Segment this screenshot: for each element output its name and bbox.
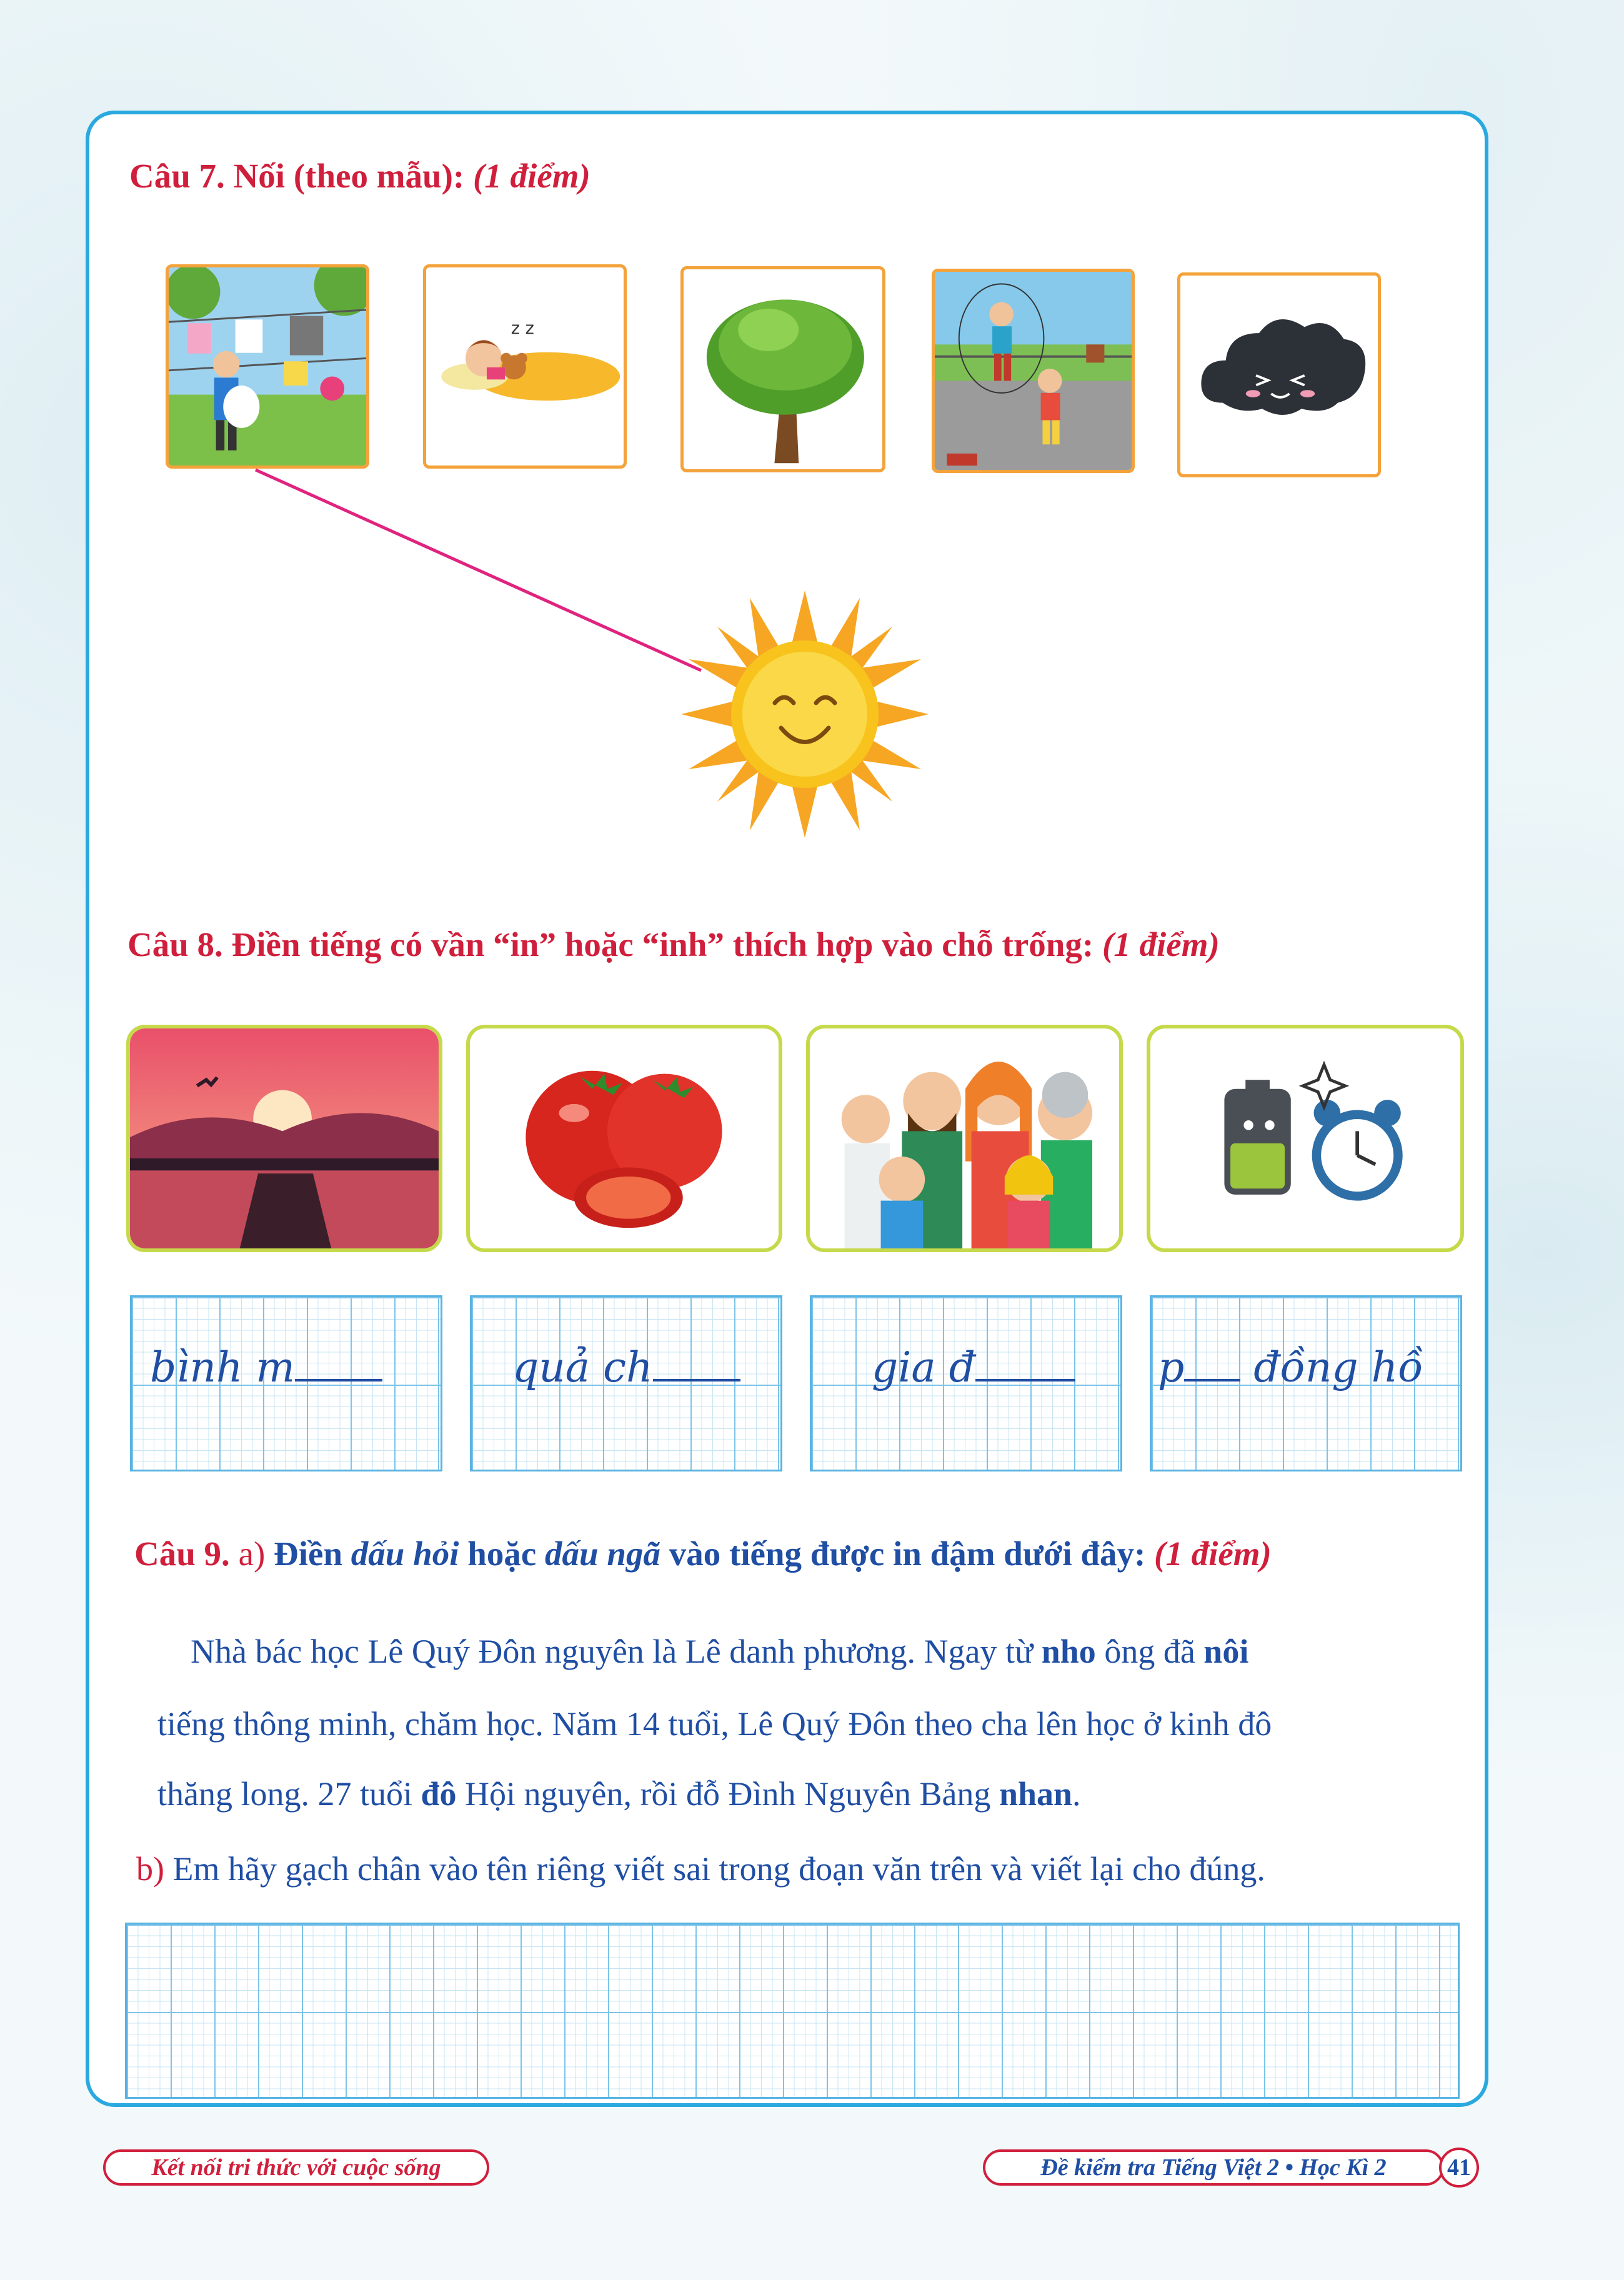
footer-book-title: Đề kiểm tra Tiếng Việt 2 • Học Kì 2 (983, 2149, 1444, 2186)
paragraph-line-1: Nhà bác học Lê Quý Đôn nguyên là Lê danh phương. Ngay từ nho ông đã nôi (191, 1633, 1249, 1670)
tomatoes-image[interactable] (466, 1025, 782, 1252)
dark-cloud-icon (1180, 276, 1378, 474)
sun-icon (681, 590, 929, 838)
sleeping-girl-image[interactable] (423, 264, 627, 469)
battery-clock-image[interactable] (1147, 1025, 1464, 1252)
tomato-icon (470, 1028, 779, 1248)
laundry-drying-icon (169, 267, 366, 465)
family-icon (810, 1028, 1119, 1248)
jump-rope-icon (935, 272, 1132, 470)
svg-text:z z: z z (511, 319, 534, 339)
q8-title: Câu 8. Điền tiếng có vần “in” hoặc “inh” thích hợp vào chỗ trống: (1 điểm) (127, 925, 1220, 963)
page-number: 41 (1439, 2148, 1479, 2188)
sleeping-girl-icon (426, 267, 624, 465)
answer-blank-1[interactable] (295, 1373, 382, 1381)
footer-series-label: Kết nối tri thức với cuộc sống (103, 2149, 489, 2186)
laundry-drying-image[interactable] (166, 264, 369, 469)
q9-title: Câu 9. a) Điền dấu hỏi hoặc dấu ngã vào tiếng được in đậm dưới đây: (1 điểm) (134, 1535, 1272, 1573)
kids-jump-rope-image[interactable] (932, 269, 1135, 473)
answer-text-1: bình m (150, 1343, 382, 1391)
rewrite-grid[interactable] (125, 1923, 1460, 2099)
answer-text-2: quả ch (512, 1343, 740, 1391)
sunset-icon (130, 1028, 439, 1248)
answer-blank-4[interactable] (1184, 1373, 1240, 1381)
tree-image[interactable] (680, 266, 885, 472)
tree-icon (684, 269, 882, 469)
paragraph-line-3: thăng long. 27 tuổi đô Hội nguyên, rồi đỗ Đình Nguyên Bảng nhan. (157, 1775, 1081, 1813)
smiling-sun-image[interactable] (681, 590, 929, 838)
answer-blank-2[interactable] (653, 1373, 740, 1381)
answer-text-4: p đồng hồ (1158, 1343, 1423, 1391)
sunset-lake-image[interactable] (126, 1025, 442, 1252)
answer-blank-3[interactable] (975, 1373, 1075, 1381)
dark-cloud-image[interactable] (1177, 272, 1381, 477)
battery-clock-icon (1150, 1028, 1460, 1248)
answer-text-3: gia đ (872, 1343, 1075, 1391)
q7-title: Câu 7. Nối (theo mẫu): (1 điểm) (129, 157, 590, 195)
paragraph-line-2: tiếng thông minh, chăm học. Năm 14 tuổi, Lê Quý Đôn theo cha lên học ở kinh đô (157, 1705, 1272, 1743)
family-image[interactable] (806, 1025, 1123, 1252)
q9-b-instruction: b) Em hãy gạch chân vào tên riêng viết sai trong đoạn văn trên và viết lại cho đúng. (136, 1850, 1265, 1888)
